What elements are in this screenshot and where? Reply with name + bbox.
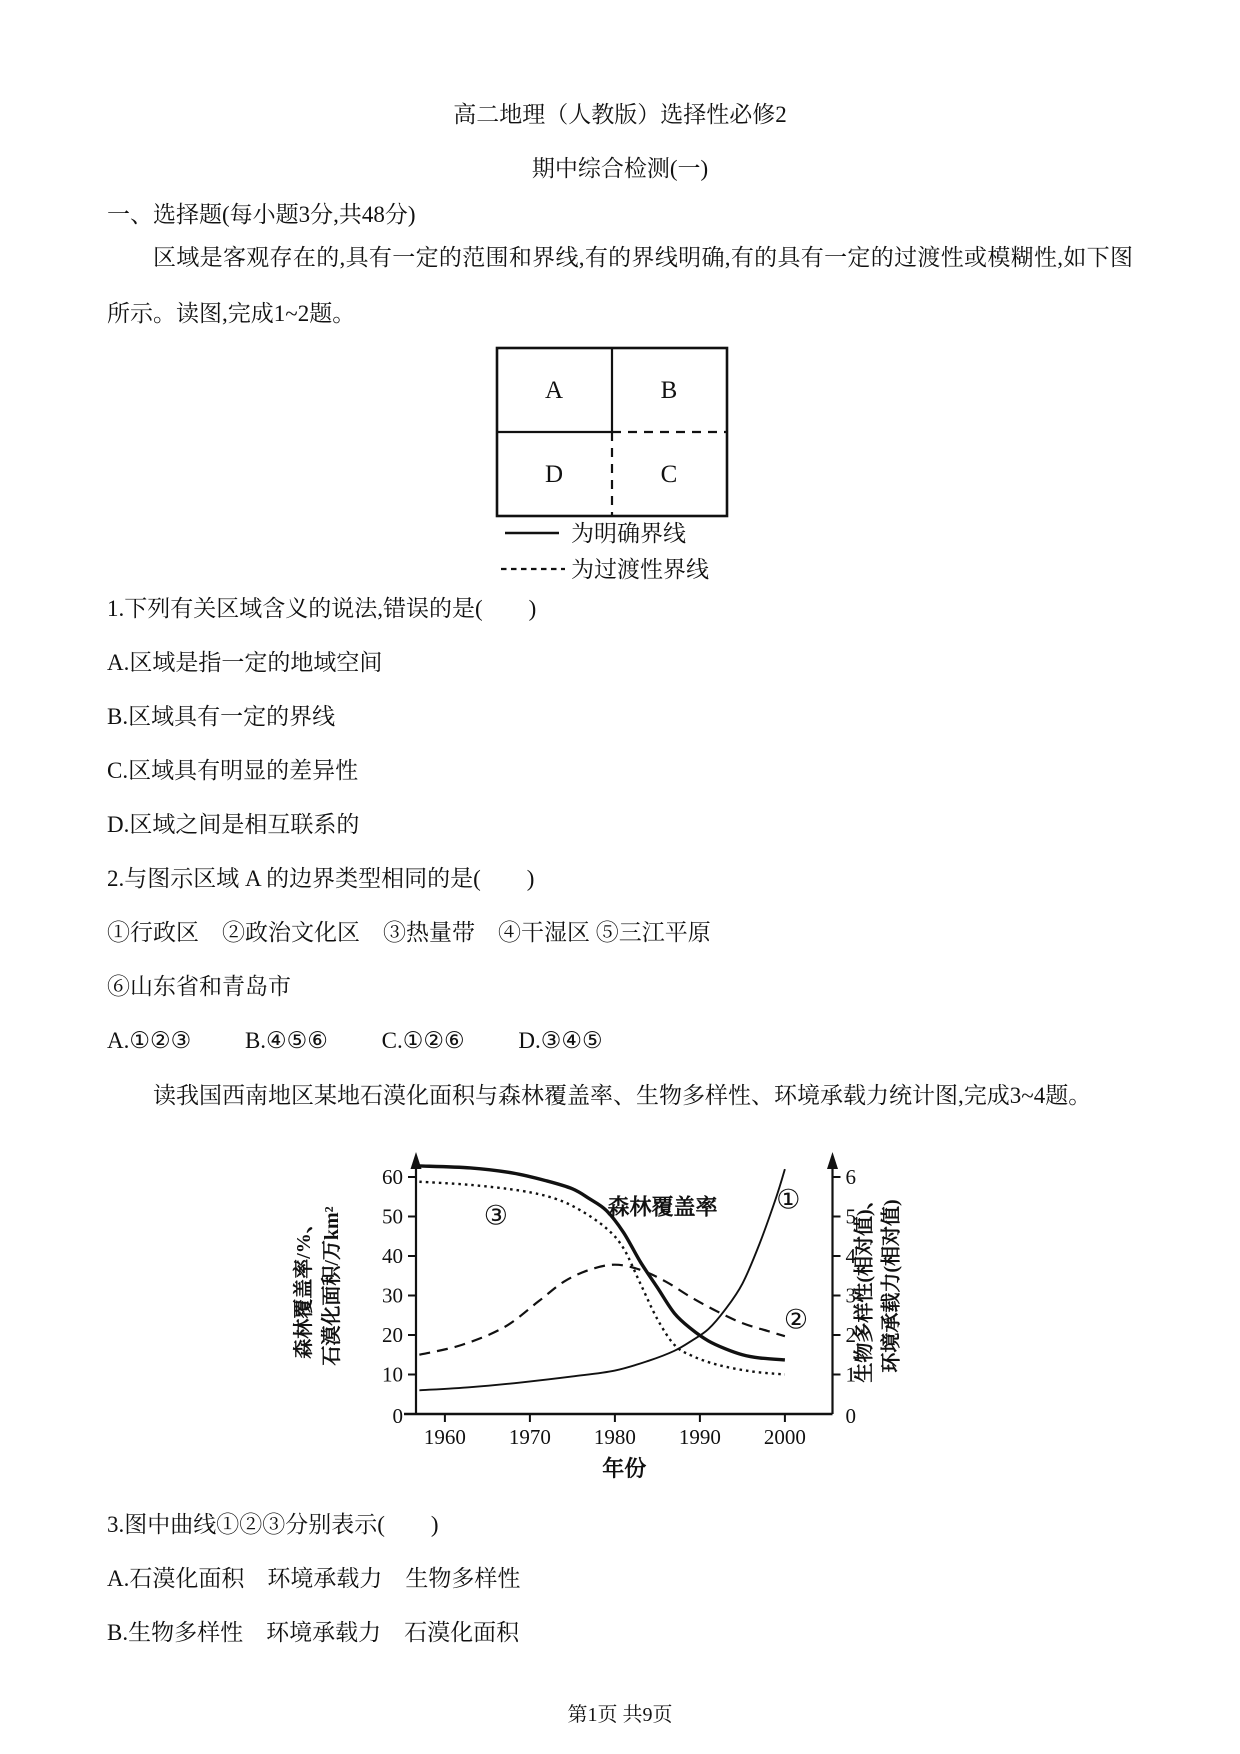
legend-dashed-label: 为过渡性界线	[571, 557, 709, 582]
question-2-option-a: A.①②③	[107, 1028, 192, 1053]
question-1-option-d: D.区域之间是相互联系的	[107, 812, 360, 837]
series-curve-②	[419, 1265, 785, 1355]
question-2-items-line2: ⑥山东省和青岛市	[107, 974, 291, 999]
series-curve-①	[419, 1169, 785, 1390]
x-tick-label: 1970	[508, 1425, 551, 1449]
chart-annotation-②: ②	[783, 1304, 809, 1335]
question-1-stem: 1.下列有关区域含义的说法,错误的是( )	[107, 596, 537, 621]
right-zero-label: 0	[845, 1404, 856, 1428]
left-tick-label: 10	[382, 1362, 403, 1387]
left-tick-label: 40	[382, 1244, 403, 1268]
quadrant-c-label: C	[660, 461, 678, 488]
series-curve-森林覆盖率	[419, 1166, 785, 1360]
intro-paragraph-1: 区域是客观存在的,具有一定的范围和界线,有的界线明确,有的具有一定的过渡性或模糊性,如下图所示。读图,完成1~2题。	[107, 245, 1133, 326]
left-axis-title-2: 石漠化面积/万km²	[321, 1206, 343, 1366]
section-heading: 一、选择题(每小题3分,共48分)	[107, 202, 416, 227]
right-axis-arrow	[827, 1152, 838, 1169]
right-tick-label: 1	[845, 1362, 856, 1387]
question-2-option-d: D.③④⑤	[518, 1028, 603, 1053]
x-tick-label: 1960	[423, 1425, 466, 1449]
quadrant-a-label: A	[544, 377, 564, 404]
question-2-items-line1: ①行政区 ②政治文化区 ③热量带 ④干湿区 ⑤三江平原	[107, 920, 711, 945]
question-1-option-a: A.区域是指一定的地域空间	[107, 650, 383, 675]
chart-annotation-①: ①	[776, 1184, 801, 1215]
left-zero-label: 0	[392, 1404, 403, 1428]
x-tick-label: 1980	[593, 1425, 636, 1449]
x-tick-label: 2000	[763, 1425, 806, 1449]
question-2-option-c: C.①②⑥	[381, 1028, 465, 1053]
left-tick-label: 20	[382, 1323, 403, 1347]
right-tick-label: 4	[845, 1244, 856, 1268]
legend-solid-label: 为明确界线	[571, 521, 686, 546]
x-tick-label: 1990	[678, 1425, 721, 1449]
question-1-option-c: C.区域具有明显的差异性	[107, 758, 359, 783]
left-tick-label: 60	[382, 1165, 403, 1189]
right-axis-title-2: 环境承载力(相对值)	[880, 1199, 903, 1373]
quadrant-d-label: D	[544, 461, 564, 488]
question-3-option-a: A.石漠化面积 环境承载力 生物多样性	[107, 1566, 521, 1591]
right-tick-label: 6	[845, 1165, 856, 1189]
question-2-stem: 2.与图示区域 A 的边界类型相同的是( )	[107, 866, 535, 891]
right-tick-label: 3	[845, 1283, 856, 1308]
left-axis-title-1: 森林覆盖率/%、	[293, 1213, 315, 1359]
chart-annotation-森林覆盖率: 森林覆盖率	[607, 1194, 718, 1220]
right-tick-label: 5	[845, 1204, 856, 1229]
region-boundary-figure	[487, 342, 767, 582]
right-axis-title-1: 生物多样性(相对值)、	[853, 1189, 876, 1383]
left-tick-label: 30	[382, 1283, 403, 1308]
question-2-option-b: B.④⑤⑥	[244, 1028, 328, 1053]
intro-paragraph-2: 读我国西南地区某地石漠化面积与森林覆盖率、生物多样性、环境承载力统计图,完成3~4题。	[153, 1083, 1092, 1108]
quadrant-b-label: B	[660, 377, 678, 404]
series-curve-③	[419, 1182, 785, 1375]
question-3-option-b: B.生物多样性 环境承载力 石漠化面积	[107, 1620, 520, 1645]
page-subtitle: 期中综合检测(一)	[531, 156, 709, 181]
chart-annotation-③: ③	[483, 1200, 509, 1231]
page-number: 第1页 共9页	[567, 1704, 673, 1726]
statistics-chart	[270, 1126, 935, 1498]
question-1-option-b: B.区域具有一定的界线	[107, 704, 336, 729]
page-title: 高二地理（人教版）选择性必修2	[453, 102, 787, 127]
x-axis-title: 年份	[602, 1456, 647, 1481]
right-tick-label: 2	[845, 1323, 856, 1347]
question-3-stem: 3.图中曲线①②③分别表示( )	[107, 1512, 439, 1537]
question-2-options-row	[107, 1014, 1133, 1068]
left-tick-label: 50	[382, 1204, 403, 1229]
